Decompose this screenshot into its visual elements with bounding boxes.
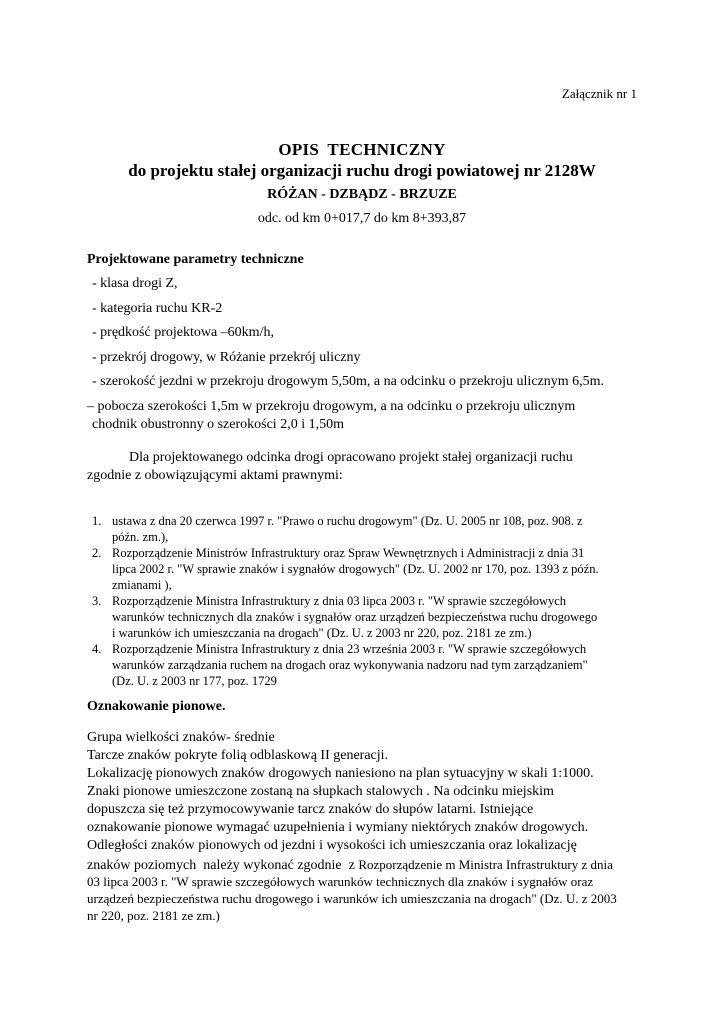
intro-line-2: zgodnie z obowiązującymi aktami prawnymi:	[87, 468, 343, 483]
section-range: odc. od km 0+017,7 do km 8+393,87	[257, 211, 467, 226]
intro-line-1: Dla projektowanego odcinka drogi opracowano projekt stałej organizacji ruchu	[129, 450, 573, 465]
regulation-line: nr 220, poz. 2181 ze zm.)	[87, 908, 220, 923]
vertical-line: Grupa wielkości znaków- średnie	[87, 730, 275, 745]
vertical-line-start: znaków poziomych należy wykonać zgodnie z	[87, 858, 359, 873]
list-item-line: Rozporządzenie Ministra Infrastruktury z dnia 03 lipca 2003 r. "W sprawie szczegółowych	[112, 594, 567, 608]
list-item-number: 2.	[92, 546, 102, 560]
list-item	[92, 545, 652, 593]
param-item-speed: - prędkość projektowa –60km/h,	[92, 325, 274, 340]
legal-acts-list	[92, 513, 652, 689]
list-item-number: 1.	[92, 514, 102, 528]
vertical-signs-heading: Oznakowanie pionowe.	[87, 699, 226, 714]
document-title: OPIS TECHNICZNY	[278, 140, 446, 159]
list-item-line: i warunków ich umieszczania na drogach" (Dz. U. z 2003 nr 220, poz. 2181 ze zm.)	[112, 626, 532, 640]
list-item-line: Rozporządzenie Ministra Infrastruktury z dnia 23 września 2003 r. "W sprawie szczegółowych	[112, 642, 587, 656]
list-item-number: 4.	[92, 642, 102, 656]
list-item	[92, 513, 652, 545]
regulation-reference: Rozporządzenie m Ministra Infrastruktury z dnia	[358, 857, 613, 872]
list-item-line: warunków technicznych dla znaków i sygnałów oraz urządzeń bezpieczeństwa ruchu drogowego	[112, 610, 598, 624]
vertical-line: Znaki pionowe umieszczone zostaną na słupkach stalowych . Na odcinku miejskim	[87, 784, 554, 799]
document-subtitle: do projektu stałej organizacji ruchu drogi powiatowej nr 2128W	[128, 161, 596, 180]
list-item-line: zmianami ),	[112, 578, 172, 592]
list-item	[92, 641, 652, 689]
param-item-category: - kategoria ruchu KR-2	[92, 301, 223, 316]
list-item-line: Rozporządzenie Ministrów Infrastruktury oraz Spraw Wewnętrznych i Administracji z dnia 31	[112, 546, 585, 560]
list-item-line: późn. zm.),	[112, 530, 169, 544]
route-name: RÓŻAN - DZBĄDZ - BRZUZE	[267, 187, 457, 202]
attachment-label: Załącznik nr 1	[561, 86, 637, 101]
param-item-width: - szerokość jezdni w przekroju drogowym 5,50m, a na odcinku o przekroju ulicznym 6,5m.	[92, 374, 605, 389]
vertical-line: dopuszcza się też przymocowywanie tarcz znaków do słupów latarni. Istniejące	[87, 802, 534, 817]
vertical-line: Tarcze znaków pokryte folią odblaskową II generacji.	[87, 748, 389, 763]
vertical-line	[87, 856, 613, 874]
list-item-line: (Dz. U. z 2003 nr 177, poz. 1729	[112, 674, 277, 688]
list-item	[92, 593, 652, 641]
param-shoulder-line-1: – pobocza szerokości 1,5m w przekroju drogowym, a na odcinku o przekroju ulicznym	[87, 399, 576, 414]
params-heading: Projektowane parametry techniczne	[87, 252, 304, 267]
vertical-line: Lokalizację pionowych znaków drogowych naniesiono na plan sytuacyjny w skali 1:1000.	[87, 766, 594, 781]
param-item-cross-section: - przekrój drogowy, w Różanie przekrój uliczny	[92, 350, 361, 365]
list-item-line: warunków zarządzania ruchem na drogach oraz wykonywania nadzoru nad tym zarządzaniem"	[112, 658, 588, 672]
list-item-line: lipca 2002 r. "W sprawie znaków i sygnałów drogowych" (Dz. U. 2002 nr 170, poz. 1393 z późn.	[112, 562, 599, 576]
param-item-class: - klasa drogi Z,	[92, 276, 178, 291]
vertical-line: Odległości znaków pionowych od jezdni i wysokości ich umieszczania oraz lokalizację	[87, 838, 577, 853]
list-item-line: ustawa z dna 20 czerwca 1997 r. "Prawo o ruchu drogowym" (Dz. U. 2005 nr 108, poz. 908. z	[112, 514, 583, 528]
vertical-line: oznakowanie pionowe wymagać uzupełnienia i wymiany niektórych znaków drogowych.	[87, 820, 589, 835]
regulation-line: 03 lipca 2003 r. "W sprawie szczegółowych warunków technicznych dla znaków i sygnałów oraz	[87, 874, 594, 889]
regulation-line: urządzeń bezpieczeństwa ruchu drogowego i warunków ich umieszczania na drogach" (Dz. U. z 2003	[87, 891, 617, 906]
list-item-number: 3.	[92, 594, 102, 608]
param-shoulder-line-2: chodnik obustronny o szerokości 2,0 i 1,50m	[92, 417, 344, 432]
